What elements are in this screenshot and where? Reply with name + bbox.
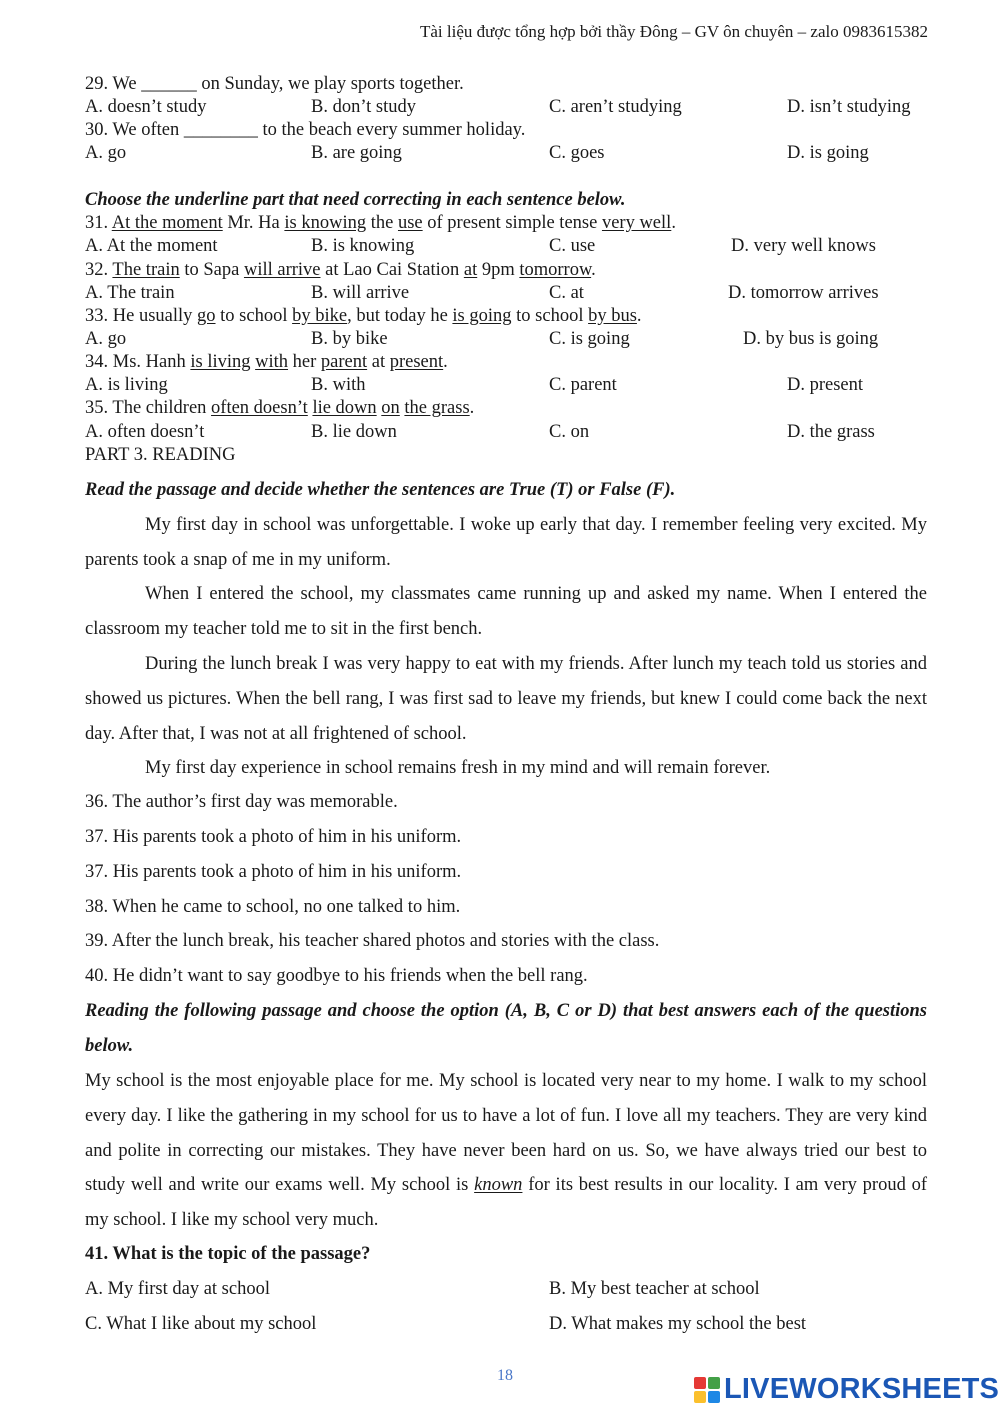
page-header: Tài liệu được tổng hợp bởi thầy Đông – GV ôn chuyên – zalo 0983615382 (419, 22, 928, 41)
q34-underlined-b: with (255, 352, 289, 372)
q35-underlined-a: often doesn’t (211, 398, 308, 418)
q33-underlined-c: is going (452, 306, 512, 326)
liveworksheets-logo[interactable] (694, 1373, 999, 1406)
q30-option-c[interactable]: C. goes (549, 143, 605, 163)
q34-underlined-c: parent (320, 352, 368, 372)
q30-option-a[interactable]: A. go (85, 143, 127, 163)
logo-square-blue (708, 1391, 720, 1403)
logo-square-green (708, 1377, 720, 1389)
q33-option-a[interactable]: A. go (85, 329, 127, 349)
q32-option-c[interactable]: C. at (549, 283, 584, 303)
q34-underlined-a: is living (190, 352, 251, 372)
q29-option-d[interactable]: D. isn’t studying (787, 97, 911, 117)
question-33: 33. He usually go to school by bike, but today he is going to school by bus. (85, 306, 642, 326)
q32-underlined-a: The train (112, 260, 180, 280)
q34-option-b[interactable]: B. with (311, 375, 366, 395)
q29-option-a[interactable]: A. doesn’t study (85, 97, 207, 117)
question-30: 30. We often ________ to the beach every summer holiday. (85, 120, 526, 140)
q35-option-d[interactable]: D. the grass (787, 422, 875, 442)
q31-underlined-c: use (397, 213, 423, 233)
question-35: 35. The children often doesn’t lie down on the grass. (85, 398, 475, 418)
q33-option-d[interactable]: D. by bus is going (743, 329, 879, 349)
q32-option-b[interactable]: B. will arrive (311, 283, 410, 303)
q29-option-c[interactable]: C. aren’t studying (549, 97, 682, 117)
q31-option-a[interactable]: A. At the moment (85, 236, 218, 256)
q34-option-d[interactable]: D. present (787, 375, 864, 395)
statement-37-repeat: 37. His parents took a photo of him in his uniform. (85, 862, 462, 882)
question-31: 31. At the moment Mr. Ha is knowing the use of present simple tense very well. (85, 213, 676, 233)
logo-square-yellow (694, 1391, 706, 1403)
q41-option-a[interactable]: A. My first day at school (85, 1279, 270, 1299)
q31-option-d[interactable]: D. very well knows (731, 236, 876, 256)
q29-option-b[interactable]: B. don’t study (311, 97, 417, 117)
q35-option-a[interactable]: A. often doesn’t (85, 422, 205, 442)
part3-title: PART 3. READING (85, 445, 236, 465)
passage2: My school is the most enjoyable place for me. My school is located very near to my home. I walk to my school every day. I like the gathering in my school for us to have a lot of fun. I love all my teachers. They are very kind and polite in correcting our mistakes. They have never been hard on us. So, we have always tried our best to study well and write our exams well. My school is known for its best results in our locality. I am very proud of my school. I like my school very much. (85, 1071, 928, 1231)
q31-underlined-a: At the moment (111, 213, 223, 233)
statement-37: 37. His parents took a photo of him in his uniform. (85, 827, 462, 847)
q32-underlined-b: will arrive (243, 260, 321, 280)
passage1-paragraph-3: During the lunch break I was very happy to eat with my friends. After lunch my teach told us stories and showed us pictures. When the bell rang, I was first sad to leave my friends, but knew I could come back the next day. After that, I was not at all frightened of school. (85, 654, 927, 744)
q32-option-d[interactable]: D. tomorrow arrives (728, 283, 879, 303)
q31-option-c[interactable]: C. use (549, 236, 596, 256)
q35-underlined-b: lie down (312, 398, 377, 418)
q33-option-b[interactable]: B. by bike (311, 329, 388, 349)
tf-instruction: Read the passage and decide whether the sentences are True (T) or False (F). (85, 480, 676, 500)
error-section-instruction: Choose the underline part that need correcting in each sentence below. (85, 190, 626, 210)
q33-underlined-b: by bike (292, 306, 348, 326)
q32-underlined-c: at (463, 260, 478, 280)
mc-instruction: Reading the following passage and choose the option (A, B, C or D) that best answers each of the questions below. (85, 1001, 927, 1056)
q34-option-a[interactable]: A. is living (85, 375, 168, 395)
passage1-paragraph-4: My first day experience in school remains fresh in my mind and will remain forever. (145, 758, 771, 778)
q33-option-c[interactable]: C. is going (549, 329, 630, 349)
q30-option-b[interactable]: B. are going (311, 143, 402, 163)
question-34: 34. Ms. Hanh is living with her parent at present. (85, 352, 448, 372)
q31-underlined-b: is knowing (284, 213, 367, 233)
q31-option-b[interactable]: B. is knowing (311, 236, 415, 256)
q33-underlined-d: by bus (588, 306, 637, 326)
question-32: 32. The train to Sapa will arrive at Lao Cai Station at 9pm tomorrow. (85, 260, 596, 280)
q35-underlined-c: on (381, 398, 400, 418)
q34-option-c[interactable]: C. parent (549, 375, 617, 395)
q41-option-c[interactable]: C. What I like about my school (85, 1314, 317, 1334)
passage1-paragraph-1: My first day in school was unforgettable. I woke up early that day. I remember feeling very excited. My parents took a snap of me in my uniform. (85, 515, 927, 570)
q30-option-d[interactable]: D. is going (787, 143, 869, 163)
q35-option-b[interactable]: B. lie down (311, 422, 397, 442)
liveworksheets-wordmark: LIVEWORKSHEETS (724, 1373, 1000, 1405)
q33-underlined-a: go (197, 306, 216, 326)
passage1-paragraph-2: When I entered the school, my classmates came running up and asked my name. When I entered the classroom my teacher told me to sit in the first bench. (85, 584, 927, 639)
statement-36: 36. The author’s first day was memorable. (85, 792, 398, 812)
q31-underlined-d: very well (601, 213, 672, 233)
q41-option-d[interactable]: D. What makes my school the best (549, 1314, 807, 1334)
q32-option-a[interactable]: A. The train (85, 283, 175, 303)
passage2-keyword: known (474, 1175, 523, 1196)
q35-underlined-d: the grass (404, 398, 470, 418)
q34-underlined-d: present (389, 352, 444, 372)
statement-39: 39. After the lunch break, his teacher shared photos and stories with the class. (85, 931, 660, 951)
statement-40: 40. He didn’t want to say goodbye to his friends when the bell rang. (85, 966, 588, 986)
q41-option-b[interactable]: B. My best teacher at school (549, 1279, 760, 1299)
q32-underlined-d: tomorrow (519, 260, 592, 280)
statement-38: 38. When he came to school, no one talked to him. (85, 897, 461, 917)
q35-option-c[interactable]: C. on (549, 422, 590, 442)
logo-square-red (694, 1377, 706, 1389)
page-number: 18 (497, 1367, 513, 1384)
question-29: 29. We ______ on Sunday, we play sports together. (85, 74, 464, 94)
question-41: 41. What is the topic of the passage? (85, 1244, 371, 1264)
liveworksheets-mark-icon (694, 1377, 720, 1403)
